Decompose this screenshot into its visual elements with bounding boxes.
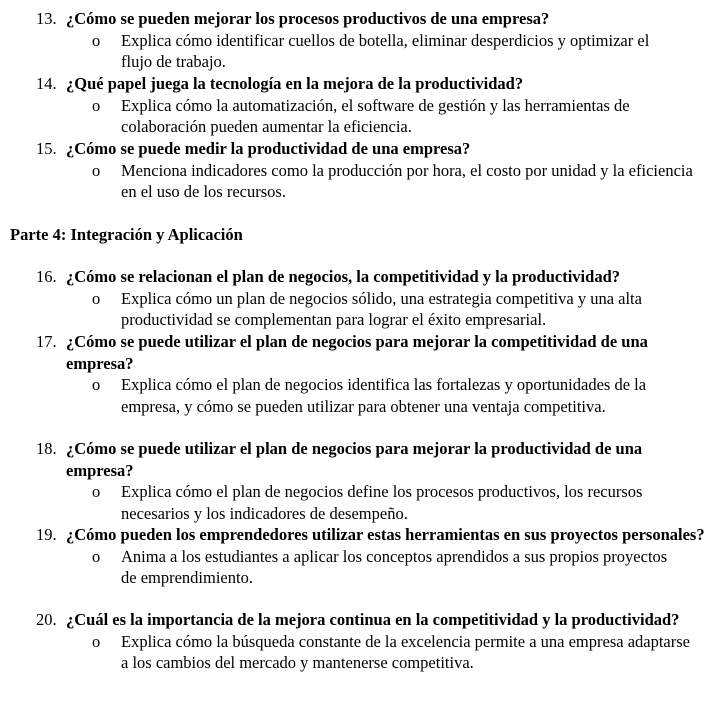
detail-text: Explica cómo la automatización, el software de gestión y las herramientas de colaboración pueden aumentar la eficiencia.	[121, 95, 630, 136]
question-text: ¿Cómo pueden los emprendedores utilizar estas herramientas en sus proyectos personales?	[66, 525, 705, 544]
question-detail	[92, 546, 681, 589]
question-number: 17.	[36, 332, 57, 351]
detail-text: Menciona indicadores como la producción por hora, el costo por unidad y la eficiencia en el uso de los recursos.	[121, 160, 693, 201]
detail-text: Explica cómo un plan de negocios sólido, una estrategia competitiva y una alta productividad se complementan para lograr el éxito empresarial.	[121, 288, 642, 329]
question-number: 15.	[36, 139, 57, 158]
question-number: 18.	[36, 439, 57, 458]
bullet-icon: o	[92, 631, 101, 651]
bullet-icon: o	[92, 30, 101, 50]
detail-text: Anima a los estudiantes a aplicar los conceptos aprendidos a sus propios proyectos de emprendimiento.	[121, 546, 668, 587]
question-detail	[92, 95, 706, 138]
bullet-icon: o	[92, 288, 101, 308]
detail-text: Explica cómo el plan de negocios define los procesos productivos, los recursos necesarios y los indicadores de desempeño.	[121, 482, 643, 523]
question-16	[36, 266, 706, 331]
question-text: ¿Cómo se relacionan el plan de negocios, la competitividad y la productividad?	[66, 267, 620, 286]
question-text: ¿Cuál es la importancia de la mejora continua en la competitividad y la productividad?	[66, 610, 680, 629]
section-title: Parte 4: Integración y Aplicación	[10, 225, 243, 244]
bullet-icon: o	[92, 546, 101, 566]
detail-text: Explica cómo identificar cuellos de botella, eliminar desperdicios y optimizar el flujo de trabajo.	[121, 30, 650, 71]
bullet-icon: o	[92, 160, 101, 180]
question-number: 16.	[36, 267, 57, 286]
question-number: 19.	[36, 525, 57, 544]
bullet-icon: o	[92, 482, 101, 501]
question-18	[36, 438, 706, 524]
question-17	[36, 331, 706, 417]
question-detail	[92, 160, 706, 203]
question-19	[36, 524, 706, 589]
question-text: ¿Cómo se puede utilizar el plan de negocios para mejorar la productividad de una empresa?	[66, 439, 643, 480]
question-15	[36, 138, 706, 203]
bullet-icon: o	[92, 375, 101, 394]
question-number: 20.	[36, 610, 57, 629]
question-detail	[92, 481, 681, 524]
question-text: ¿Cómo se puede utilizar el plan de negocios para mejorar la competitividad de una empresa?	[66, 332, 648, 373]
detail-text: Explica cómo el plan de negocios identifica las fortalezas y oportunidades de la empresa, y cómo se pueden utilizar para obtener una ventaja competitiva.	[121, 375, 647, 416]
question-detail	[92, 374, 681, 417]
question-number: 14.	[36, 74, 57, 93]
question-text: ¿Cómo se pueden mejorar los procesos productivos de una empresa?	[66, 9, 550, 28]
question-13	[36, 8, 706, 73]
question-text: ¿Cómo se puede medir la productividad de una empresa?	[66, 139, 471, 158]
question-detail	[92, 631, 696, 674]
question-detail	[92, 288, 686, 331]
bullet-icon: o	[92, 95, 101, 115]
detail-text: Explica cómo la búsqueda constante de la excelencia permite a una empresa adaptarse a los cambios del mercado y mantenerse competitiva.	[121, 631, 690, 672]
question-20	[36, 609, 706, 674]
question-14	[36, 73, 706, 138]
question-detail	[92, 30, 681, 73]
question-number: 13.	[36, 9, 57, 28]
question-text: ¿Qué papel juega la tecnología en la mejora de la productividad?	[66, 74, 524, 93]
